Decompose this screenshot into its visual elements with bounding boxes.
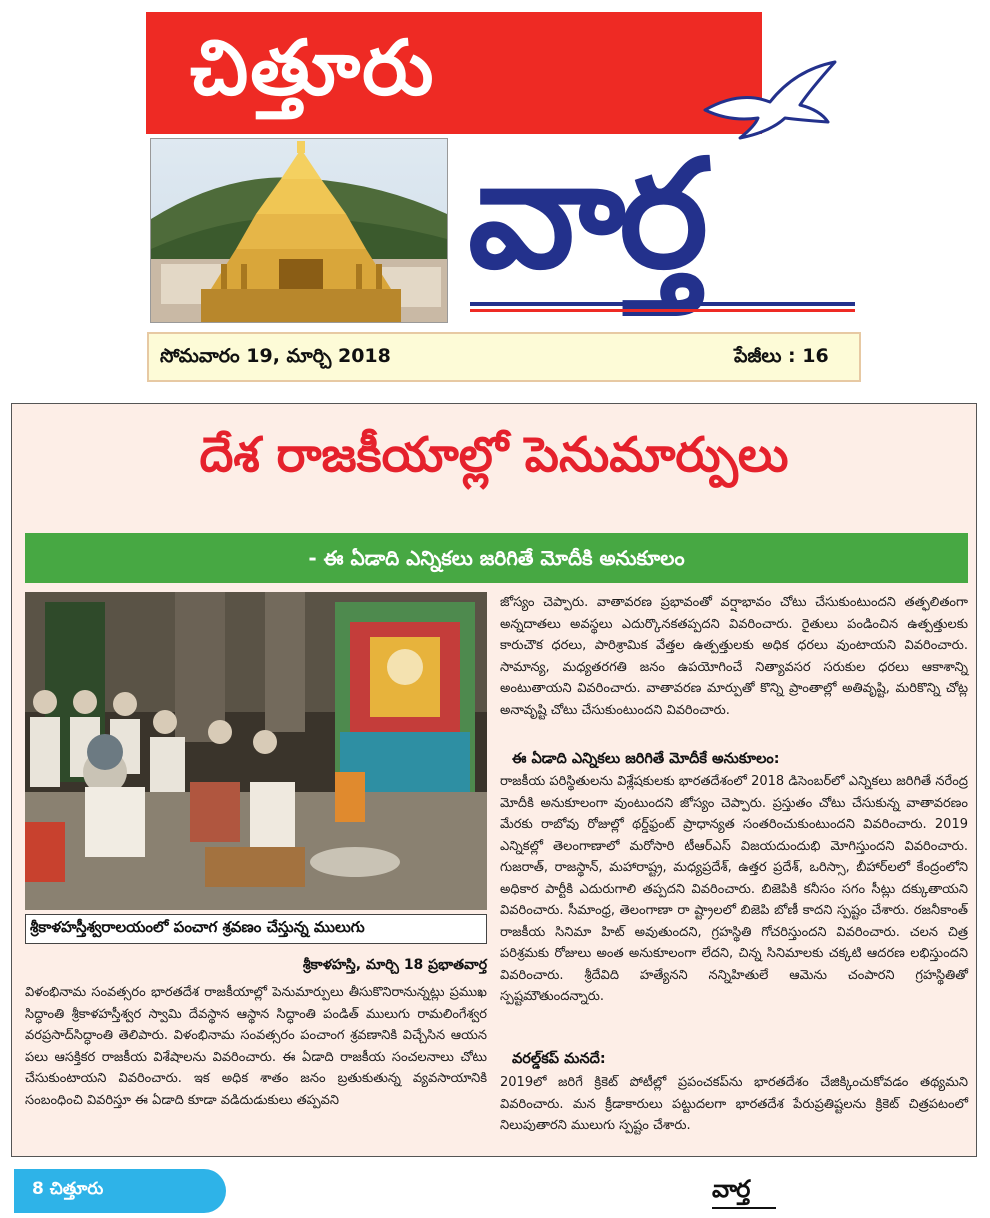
ritual-photo bbox=[25, 592, 487, 910]
temple-photo bbox=[150, 138, 448, 323]
issue-date: సోమవారం 19, మార్చి 2018 bbox=[160, 345, 391, 367]
subheadline: - ఈ ఏడాది ఎన్నికలు జరిగితే మోదీకి అనుకూలం bbox=[308, 546, 685, 570]
photo-caption: శ్రీకాళహస్తీశ్వరాలయంలో పంచాగ శ్రవణం చేస్తున్న ములుగు bbox=[30, 918, 365, 936]
brand-underline bbox=[470, 302, 855, 306]
brand-title: వార్త bbox=[468, 128, 703, 302]
dove-icon bbox=[700, 60, 840, 140]
edition-city-title: చిత్తూరు bbox=[190, 23, 436, 112]
section-heading-election: ఈ ఏడాది ఎన్నికలు జరిగితే మోదీకే అనుకూలం: bbox=[512, 751, 780, 767]
page-count: పేజీలు : 16 bbox=[734, 345, 829, 367]
article-paragraph-right-2: రాజకీయ పరిస్థితులను విశ్లేషకులకు భారతదేశంలో 2018 డిసెంబర్‌లో ఎన్నికలు జరిగితే నరేంద్ర మోదీకి అనుకూలంగా వుంటుందని జోస్యం చెప్పారు. ప్రస్తుతం చోటు చేసుకున్న వాతావరణం మేరకు రాబోవు రోజుల్లో థర్డ్‌ఫ్రంట్ ప్రాధాన్యత సంతరించుకుంటుందని వివరించారు. 2019 ఎన్నికల్లో తెలంగాణాలో మరోసారి టీఆర్ఎస్ విజయదుందుభి మోగిస్తుందని వివరించారు. గుజరాత్, రాజస్థాన్, మహారాష్ట్ర, మధ్యప్రదేశ్, ఉత్తర ప్రదేశ్, ఒరిస్సా, బీహార్‌లలో కేంద్రంలోని అధికార పార్టీకి ఎదురుగాలి తప్పదని వివరించారు. బిజెపికి కనీసం సగం సీట్లు దక్కుతాయని వివరించారు. సీమాంధ్ర, తెలంగాణా రా ష్ట్రాలలో బిజెపి బోణీ కాదని స్పష్టం చేశారు. రజనీకాంత్ రాజకీయ సినిమా హిట్ అవుతుందని, గ్రహస్థితి గోచరిస్తుందని వివరించారు. చలన చిత్ర పరిశ్రమకు రోజులు అంత అనుకూలంగా లేదని, చిన్న సినిమాలకు చక్కటి ఆదరణ లభిస్తుందని వివరించారు. శ్రీదేవిది హత్యేనని నన్నిహితులే ఆమెను చంపారని గ్రహస్థితితో స్పష్టమౌతుందన్నారు. bbox=[500, 774, 968, 1004]
footer-brand-underline bbox=[712, 1207, 776, 1209]
article-paragraph-left: విళంభినామ సంవత్సరం భారతదేశ రాజకీయాల్లో పెనుమార్పులు తీసుకొనిరానున్నట్లు ప్రముఖ సిద్ధాంతి శ్రీకాళహస్తీశ్వర స్వామి దేవస్థాన ఆస్థాన సిద్ధాంతి పండిత్ ములుగు రామలింగేశ్వర వరప్రసాద్‌సిద్ధాంతి తెలిపారు. విళంభినామ సంవత్సరం పంచాంగ శ్రవణానికి విచ్చేసిన ఆయన పలు ఆసక్తికర రాజకీయ విశేషాలను వివరించారు. ఈ ఏడాది రాజకీయ సంచలనాలు చోటు చేసుకుంటాయని వివరించారు. ఇక అధిక శాతం జనం బ్రతుకుతున్న వ్యవసాయానికి సంబంధించి వివరిస్తూ ఈ ఏడాది కూడా వడిదుడుకులు తప్పవని bbox=[25, 985, 487, 1108]
page-number-label: 8 చిత్తూరు bbox=[32, 1179, 104, 1199]
brand-underline-red bbox=[470, 309, 855, 312]
footer-brand: వార్త bbox=[712, 1175, 750, 1203]
article-paragraph-right-1: జోస్యం చెప్పారు. వాతావరణ ప్రభావంతో వర్షాభావం చోటు చేసుకుంటుందని తత్ఫలితంగా అన్నదాతలు అవస్థలు ఎదుర్కొనకతప్పదని వివరించారు. రైతులు పండించిన ఉత్పత్తులకు కారుచౌక ధరలు, పారిశ్రామిక వేత్తల ఉత్పత్తులకు అధిక ధరలు వుంటాయని వివరించారు. సామాన్య, మధ్యతరగతి జనం ఉపయోగించే నిత్యావసర సరుకుల ధరలు ఆకాశాన్ని అంటుతాయని వివరించారు. వాతావరణ మార్పుతో కొన్ని ప్రాంతాల్లో అతివృష్టి, మరికొన్ని చోట్ల అనావృష్టి చోటు చేసుకుంటుందని వివరించారు. bbox=[500, 595, 968, 718]
dateline: శ్రీకాళహస్తి, మార్చి 18 ప్రభాతవార్త bbox=[302, 957, 487, 973]
section-heading-worldcup: వరల్డ్‌కప్ మనదే: bbox=[512, 1051, 606, 1067]
article-paragraph-right-3: 2019లో జరిగే క్రికెట్ పోటీల్లో ప్రపంచకప్‌ను భారతదేశం చేజిక్కించుకోవడం తథ్యమని వివరించారు. మన క్రీడాకారులు పట్టుదలగా భారతదేశ పేరుప్రతిష్టలను క్రికెట్ చిత్రపటంలో నిలుపుతారని ములుగు స్పష్టం చేశారు. bbox=[500, 1075, 968, 1133]
headline: దేశ రాజకీయాల్లో పెనుమార్పులు bbox=[199, 427, 789, 483]
